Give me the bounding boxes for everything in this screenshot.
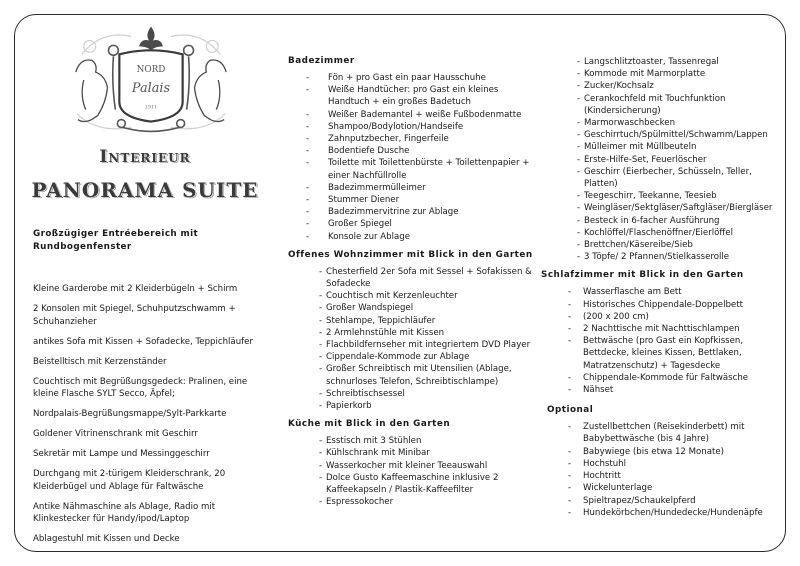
living-list: [288, 266, 540, 412]
list-item: - Schreibtischsessel: [288, 388, 540, 400]
title-interieur: Interieur: [99, 147, 191, 167]
kitchen-heading: Küche mit Blick in den Garten: [288, 419, 451, 430]
list-item: Goldener Vitrinenschrank mit Geschirr: [33, 429, 198, 439]
list-item: - Zucker/Kochsalz: [538, 80, 788, 92]
list-item: - Großer Wandspiegel: [288, 302, 540, 314]
list-item: Beistelltisch mit Kerzenständer: [33, 356, 167, 367]
list-item: - 3 Töpfe/ 2 Pfannen/Stielkasserolle: [538, 251, 788, 263]
list-item: - Dolce Gusto Kaffeemaschine inklusive 2 Kaffeekapseln / Plastik-Kaffeefilter: [288, 472, 540, 496]
list-item: - Weingläser/Sektgläser/Saftgläser/Biergläser: [538, 202, 788, 214]
list-item: - Babywiege (bis etwa 12 Monate): [538, 446, 788, 458]
list-item: - Cerankochfeld mit Touchfunktion (Kindersicherung): [538, 93, 788, 117]
list-item: - Fön + pro Gast ein paar Hausschuhe: [288, 72, 540, 84]
list-item: - Erste-Hilfe-Set, Feuerlöscher: [538, 154, 788, 166]
logo-year: 1911: [144, 104, 158, 111]
list-item: Antike Nähmaschine als Ablage, Radio mit Klinkestecker für Handy/ipod/Laptop: [33, 501, 216, 524]
list-item: Ablagestuhl mit Kissen und Decke: [33, 534, 180, 544]
optional-list: [538, 421, 788, 519]
list-item: - Shampoo/Bodylotion/Handseife: [288, 121, 540, 133]
list-item: - Kühlschrank mit Minibar: [288, 447, 540, 459]
list-item: - Kochlöffel/Flaschenöffner/Eierlöffel: [538, 227, 788, 239]
list-item: Nordpalais-Begrüßungsmappe/Sylt-Parkkarte: [33, 409, 227, 419]
list-item: - Cippendale-Kommode zur Ablage: [288, 351, 540, 363]
list-item: - Geschirrtuch/Spülmittel/Schwamm/Lappen: [538, 129, 788, 141]
living-heading: Offenes Wohnzimmer mit Blick in den Garten: [288, 249, 533, 260]
list-item: - Großer Spiegel: [288, 218, 540, 230]
bathroom-heading: Badezimmer: [288, 56, 355, 66]
list-item: - Marmorwaschbecken: [538, 117, 788, 129]
list-item: - 2 Nachttische mit Nachttischlampen: [538, 323, 788, 335]
bedroom-heading: Schlafzimmer mit Blick in den Garten: [541, 270, 744, 281]
list-item: - Teegeschirr, Teekanne, Teesieb: [538, 190, 788, 202]
list-item: Kleine Garderobe mit 2 Kleiderbügeln + Schirm: [33, 284, 238, 294]
list-item: - Zahnputzbecher, Fingerfeile: [288, 133, 540, 145]
list-item: - Historisches Chippendale-Doppelbett: [538, 299, 788, 311]
list-item: - Hochtritt: [538, 470, 788, 482]
list-item: - Badezimmermülleimer: [288, 182, 540, 194]
list-item: Sekretär mit Lampe und Messinggeschirr: [33, 449, 210, 459]
list-item: - Brettchen/Käsereibe/Sieb: [538, 239, 788, 251]
nord-palais-logo: [62, 24, 240, 136]
list-item: - Stehlampe, Teppichläufer: [288, 315, 540, 327]
list-item: - Hundekörbchen/Hundedecke/Hundenäpfe: [538, 507, 788, 519]
list-item: Couchtisch mit Begrüßungsgedeck: Pralinen, eine kleine Flasche SYLT Secco, Äpfel;: [33, 376, 248, 399]
entrance-heading: Großzügiger Entréebereich mit Rundbogenfenster: [33, 229, 199, 252]
list-item: - Stummer Diener: [288, 194, 540, 206]
list-item: 2 Konsolen mit Spiegel, Schuhputzschwamm + Schuhanzieher: [33, 304, 236, 327]
list-item: - Konsole zur Ablage: [288, 231, 540, 243]
list-item: - 2 Armlehnstühle mit Kissen: [288, 327, 540, 339]
list-item: - Papierkorb: [288, 400, 540, 412]
list-item: - Badezimmervitrine zur Ablage: [288, 206, 540, 218]
list-item: - Espressokocher: [288, 496, 540, 508]
list-item: - Großer Schreibtisch mit Utensilien (Ablage, schnurloses Telefon, Schreibtischlampe): [288, 363, 540, 387]
list-item: - Mülleimer mit Müllbeuteln: [538, 141, 788, 153]
list-item: - Spieltrapez/Schaukelpferd: [538, 495, 788, 507]
list-item: - Bettwäsche (pro Gast ein Kopfkissen, Bettdecke, kleines Kissen, Bettlaken, Matratzenschutz) + Tagesdecke: [538, 335, 788, 372]
list-item: antikes Sofa mit Kissen + Sofadecke, Teppichläufer: [33, 336, 253, 347]
crest-icon: [62, 24, 240, 136]
list-item: - Hochstuhl: [538, 458, 788, 470]
list-item: - Besteck in 6-facher Ausführung: [538, 215, 788, 227]
bedroom-list: [538, 286, 788, 396]
list-item: - Kommode mit Marmorplatte: [538, 68, 788, 80]
list-item: - Toilette mit Toilettenbürste + Toilettenpapier + einer Nachfüllrolle: [288, 157, 540, 181]
logo-nord: NORD: [136, 65, 166, 76]
list-item: Durchgang mit 2-türigem Kleiderschrank, 20 Kleiderbügel und Ablage für Faltwäsche: [33, 469, 226, 492]
list-item: - Chippendale-Kommode für Faltwäsche: [538, 372, 788, 384]
title-panorama-suite: PANORAMA SUITE: [31, 178, 259, 202]
list-item: - Flachbildfernseher mit integriertem DVD Player: [288, 339, 540, 351]
list-item: - Wickelunterlage: [538, 482, 788, 494]
list-item: - Weißer Bademantel + weiße Fußbodenmatte: [288, 109, 540, 121]
optional-heading: Optional: [547, 405, 594, 416]
list-item: - Chesterfield 2er Sofa mit Sessel + Sofakissen & Sofadecke: [288, 266, 540, 290]
middle-column: [288, 56, 540, 509]
list-item: - (200 x 200 cm): [538, 311, 788, 323]
right-column: [538, 56, 788, 519]
bathroom-list: [288, 72, 540, 243]
list-item: - Couchtisch mit Kerzenleuchter: [288, 290, 540, 302]
kitchen-list-continued: [538, 56, 788, 263]
list-item: - Bodentiefe Dusche: [288, 145, 540, 157]
list-item: - Geschirr (Eierbecher, Schüsseln, Teller, Platten): [538, 166, 788, 190]
list-item: - Nähset: [538, 384, 788, 396]
list-item: - Wasserflasche am Bett: [538, 286, 788, 298]
list-item: - Wasserkocher mit kleiner Teeauswahl: [288, 460, 540, 472]
kitchen-list: [288, 435, 540, 508]
list-item: - Esstisch mit 3 Stühlen: [288, 435, 540, 447]
entrance-section: [33, 228, 268, 553]
list-item: - Zustellbettchen (Reisekinderbett) mit Babybettwäsche (bis 4 Jahre): [538, 421, 788, 445]
list-item: - Langschlitztoaster, Tassenregal: [538, 56, 788, 68]
logo-palais: Palais: [131, 80, 171, 96]
list-item: - Weiße Handtücher: pro Gast ein kleines Handtuch + ein großes Badetuch: [288, 84, 540, 108]
